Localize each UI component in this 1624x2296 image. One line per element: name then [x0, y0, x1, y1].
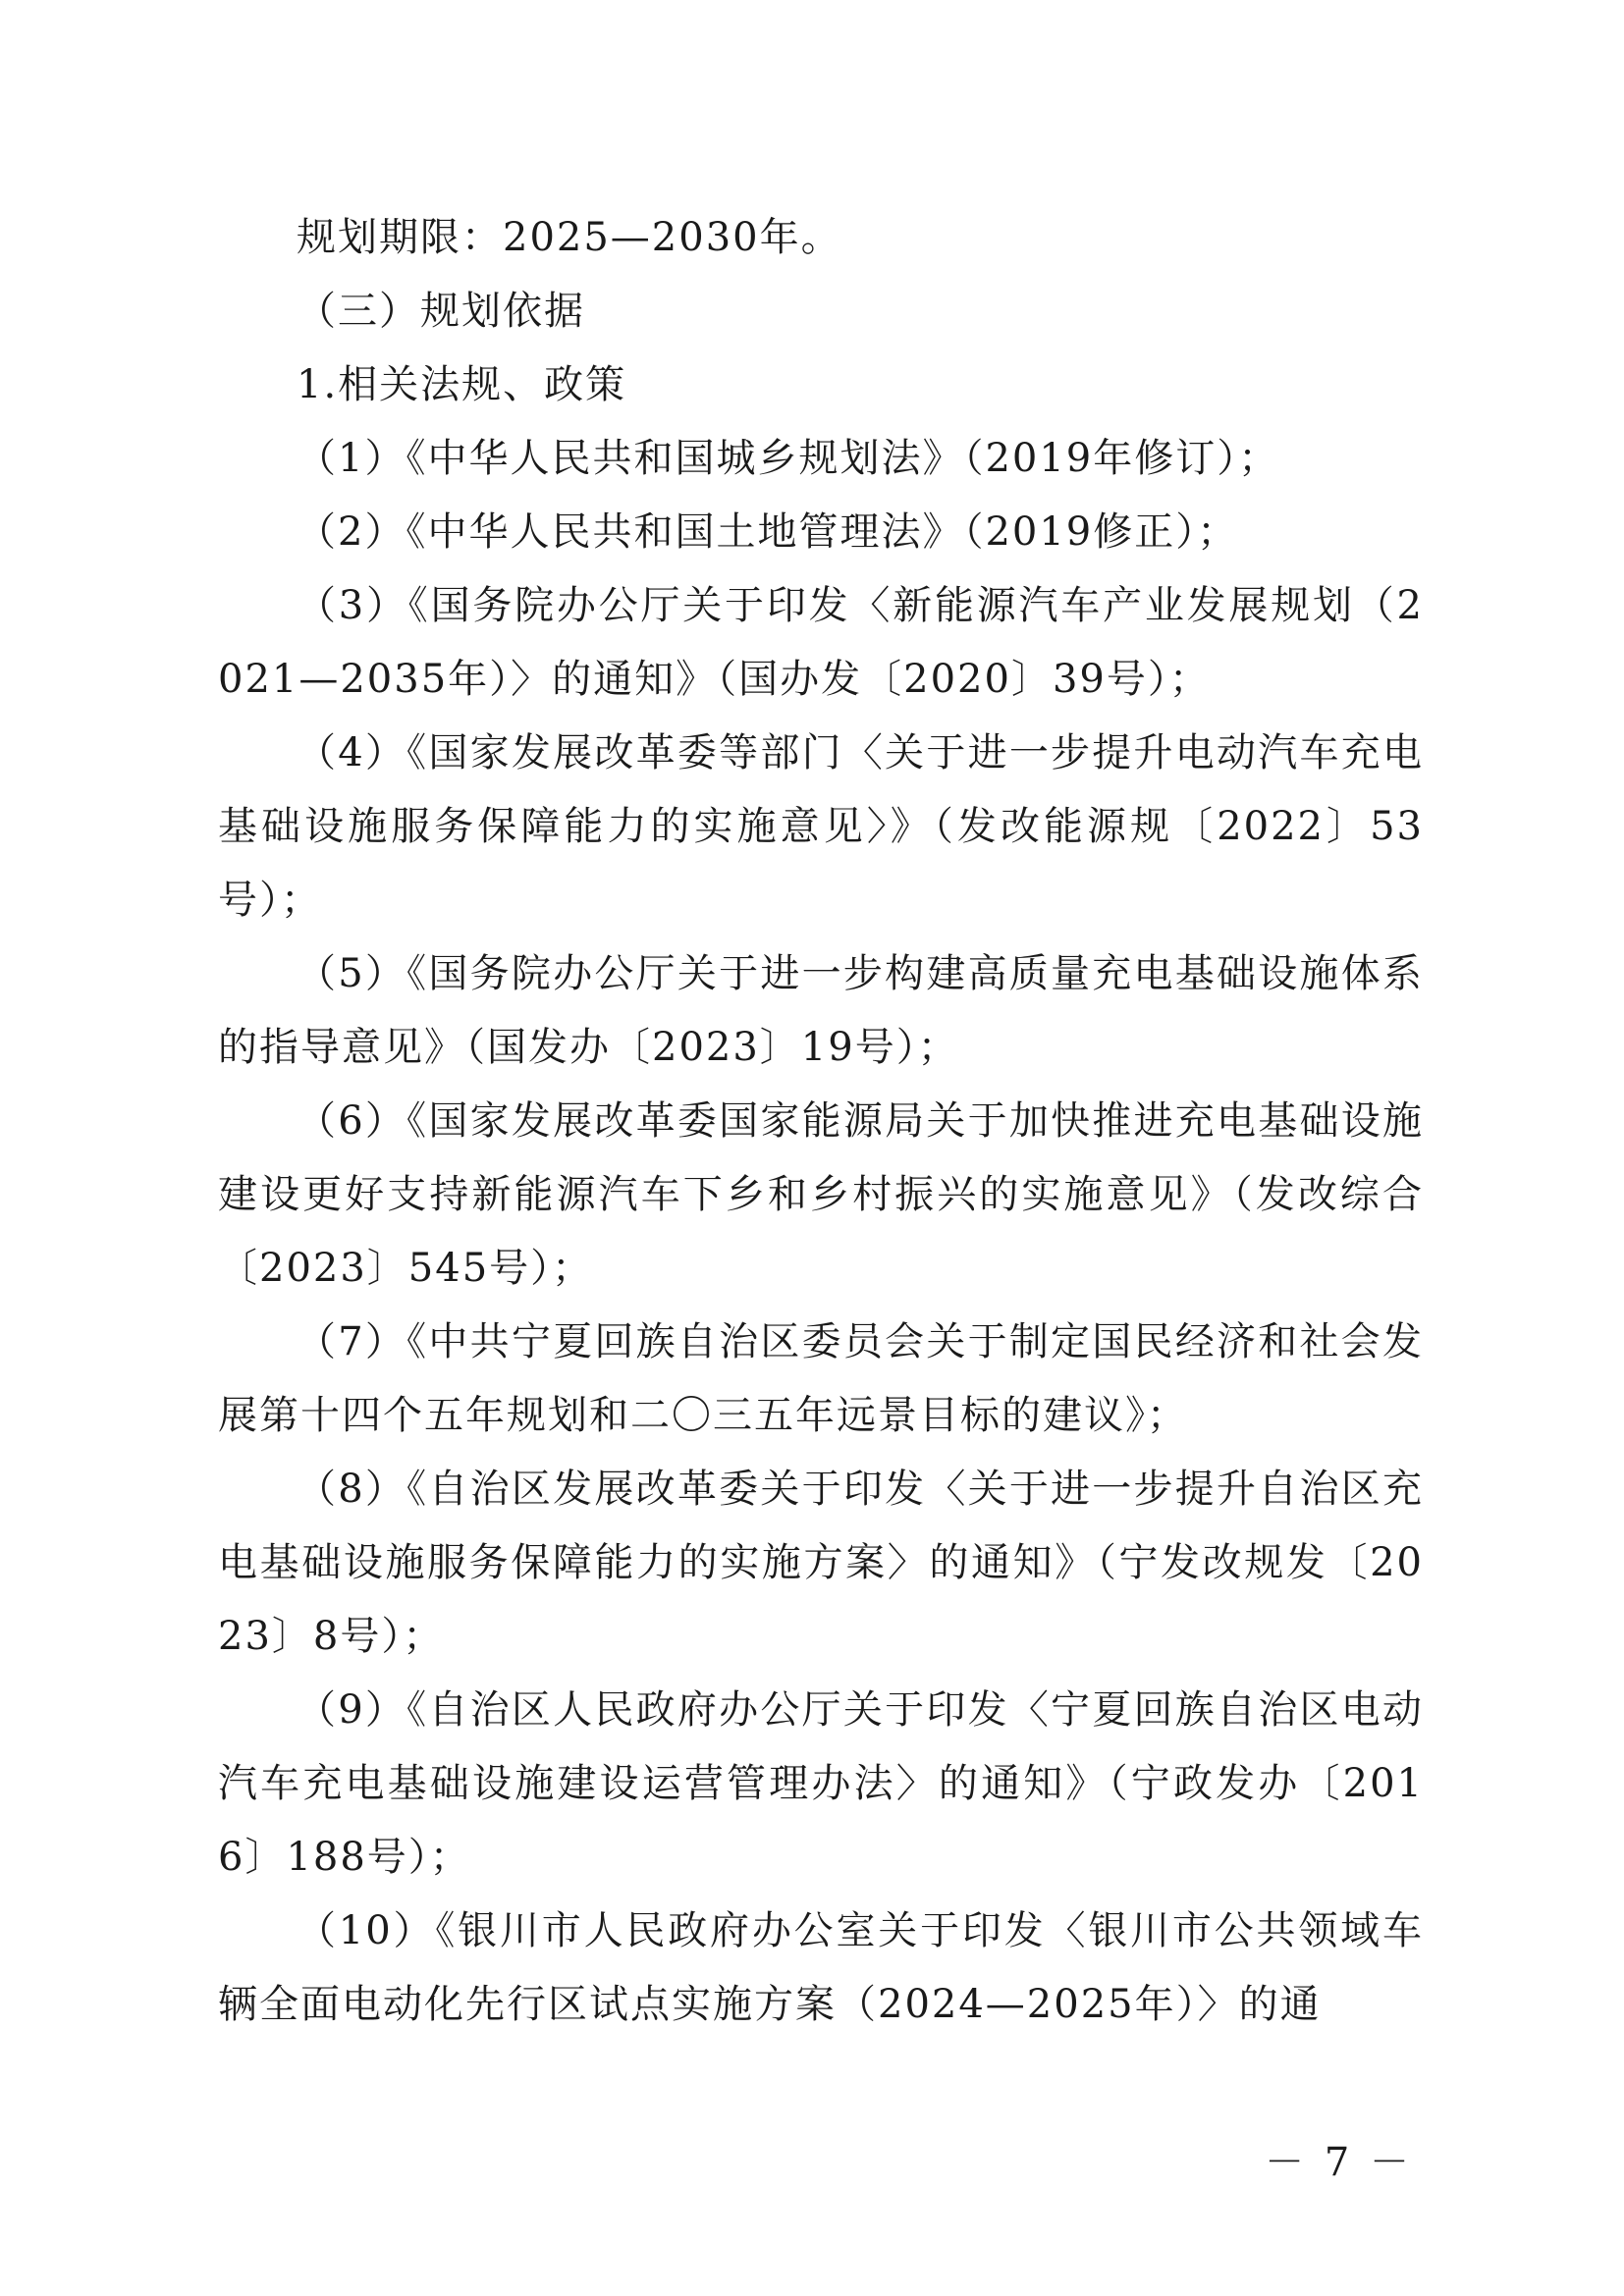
- list-item-1: （1）《中华人民共和国城乡规划法》（2019年修订）；: [297, 436, 1280, 481]
- list-item-3: （3）《国务院办公厅关于印发〈新能源汽车产业发展规划（2021—2035年）〉的通知》（国办发〔2020〕39号）；: [218, 583, 1424, 702]
- list-item-4: （4）《国家发展改革委等部门〈关于进一步提升电动汽车充电基础设施服务保障能力的实施意见〉》（发改能源规〔2022〕53号）；: [218, 730, 1424, 923]
- page-number: － 7 －: [1265, 2140, 1413, 2185]
- document-body: [218, 201, 1424, 2042]
- list-item-2: （2）《中华人民共和国土地管理法》（2019修正）；: [297, 509, 1239, 555]
- list-item-5: （5）《国务院办公厅关于进一步构建高质量充电基础设施体系的指导意见》（国发办〔2023〕19号）；: [218, 951, 1424, 1070]
- section-heading-planning-basis: （三）规划依据: [297, 289, 585, 334]
- list-item-10: （10）《银川市人民政府办公室关于印发〈银川市公共领域车辆全面电动化先行区试点实施方案（2024—2025年）〉的通: [218, 1908, 1424, 2027]
- list-item-7: （7）《中共宁夏回族自治区委员会关于制定国民经济和社会发展第十四个五年规划和二〇三五年远景目标的建议》；: [218, 1319, 1424, 1438]
- paragraph-planning-period: 规划期限：2025—2030年。: [297, 215, 842, 260]
- list-item-6: （6）《国家发展改革委国家能源局关于加快推进充电基础设施建设更好支持新能源汽车下乡和乡村振兴的实施意见》（发改综合〔2023〕545号）；: [218, 1098, 1424, 1291]
- subheading-laws-policies: 1.相关法规、政策: [297, 362, 627, 407]
- list-item-8: （8）《自治区发展改革委关于印发〈关于进一步提升自治区充电基础设施服务保障能力的实施方案〉的通知》（宁发改规发〔2023〕8号）；: [218, 1467, 1424, 1659]
- list-item-9: （9）《自治区人民政府办公厅关于印发〈宁夏回族自治区电动汽车充电基础设施建设运营管理办法〉的通知》（宁政发办〔2016〕188号）；: [218, 1687, 1424, 1880]
